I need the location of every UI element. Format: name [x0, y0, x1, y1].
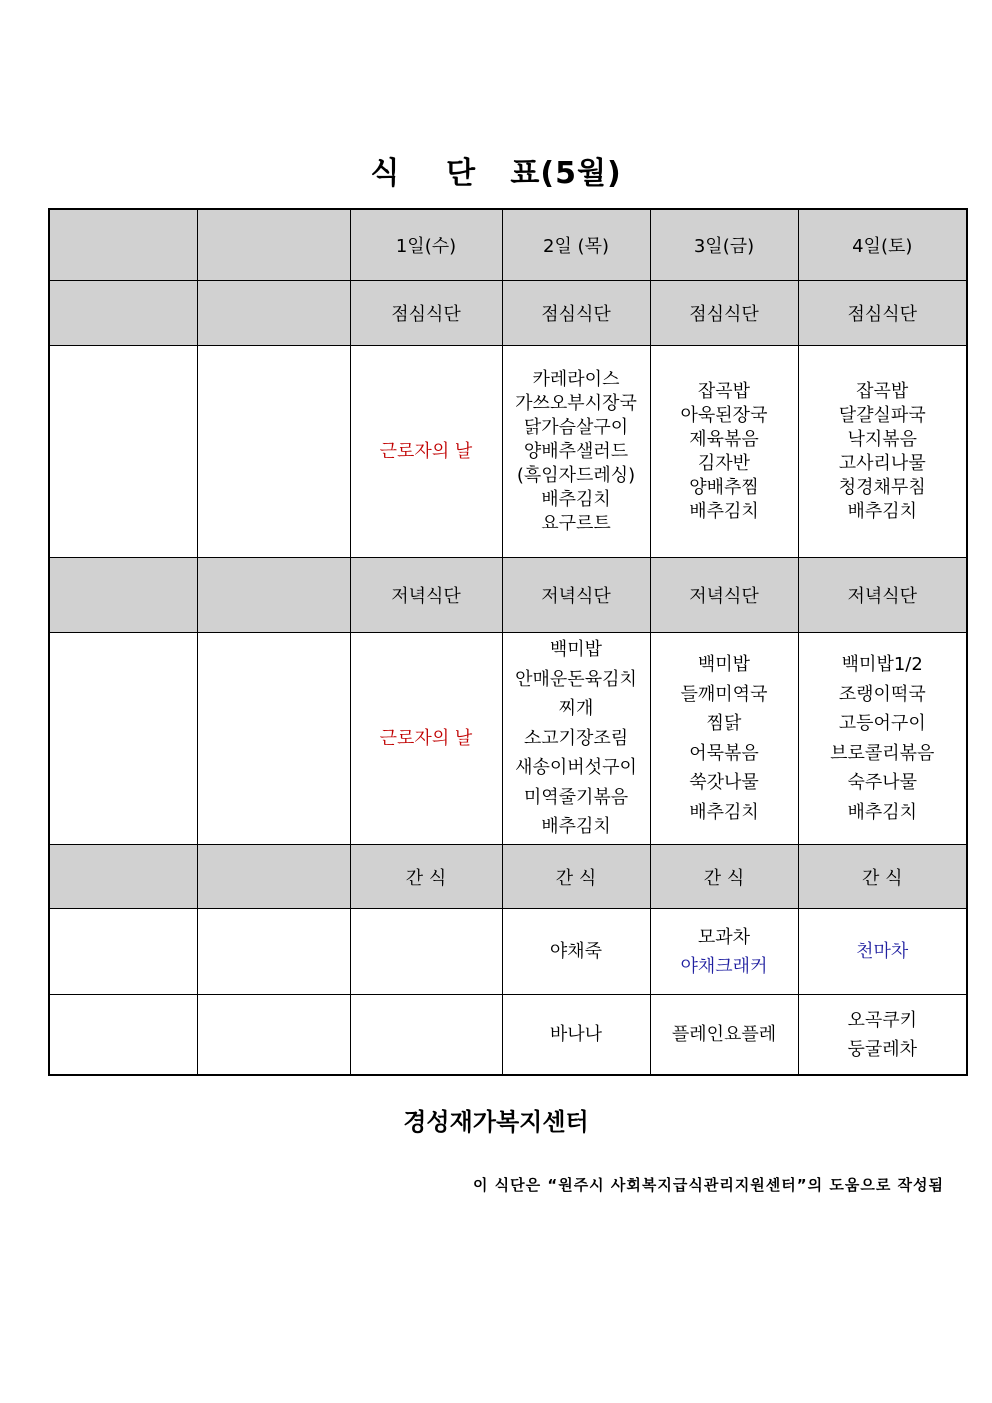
snack1-menu-4 [798, 909, 967, 995]
menu-item: 낙지볶음 [847, 428, 918, 450]
lunch-menu-1 [350, 346, 502, 558]
snack2-menu-3 [650, 995, 798, 1076]
menu-item: 백미밥1/2 [841, 654, 923, 675]
snack-row-2 [49, 995, 967, 1076]
blank-cell [49, 909, 197, 995]
menu-item: 고등어구이 [838, 713, 926, 734]
menu-item: 배추김치 [847, 500, 918, 522]
page-title: 식 단 표(5월) [370, 156, 622, 191]
menu-list [799, 650, 967, 827]
dinner-menu-1 [350, 633, 502, 845]
menu-item: 닭가슴살구이 [523, 416, 629, 438]
menu-item: 미역줄기볶음 [523, 786, 629, 808]
menu-item: 안매운돈육김치 [515, 668, 637, 690]
lunch-menu-2 [502, 346, 650, 558]
menu-item: 아욱된장국 [680, 404, 768, 426]
snack1-menu-3 [650, 909, 798, 995]
dinner-header-row [49, 558, 967, 633]
date-cell-4: 4일(토) [798, 209, 967, 281]
menu-item: 천마차 [856, 941, 909, 962]
date-header-row [49, 209, 967, 281]
menu-list [351, 440, 502, 464]
snack-label-4: 간 식 [798, 845, 967, 909]
footer-note: 이 식단은 “원주시 사회복지급식관리지원센터”의 도움으로 작성됨 [472, 1176, 944, 1194]
menu-item: 찌개 [558, 698, 594, 720]
dinner-label-1: 저녁식단 [350, 558, 502, 633]
dinner-menu-row [49, 633, 967, 845]
organization-name: 경성재가복지센터 [403, 1108, 589, 1136]
dinner-menu-3 [650, 633, 798, 845]
menu-item: 배추김치 [541, 488, 611, 510]
meal-plan-table [48, 208, 968, 1076]
menu-item: (흑임자드레싱) [516, 464, 636, 486]
snack-label-2: 간 식 [502, 845, 650, 909]
menu-item: 야채크래커 [680, 955, 768, 977]
blank-cell [49, 209, 197, 281]
snack-header-row [49, 845, 967, 909]
menu-item: 쑥갓나물 [689, 772, 759, 793]
blank-cell [49, 845, 197, 909]
menu-item: 요구르트 [541, 512, 611, 534]
blank-cell [197, 909, 350, 995]
menu-item: 야채죽 [549, 941, 603, 962]
dinner-label-3: 저녁식단 [650, 558, 798, 633]
menu-item: 김자반 [697, 452, 751, 474]
dinner-label-4: 저녁식단 [798, 558, 967, 633]
menu-list [503, 937, 650, 966]
menu-item: 배추김치 [541, 816, 611, 838]
menu-item: 근로자의 날 [379, 727, 473, 749]
menu-item: 새송이버섯구이 [515, 757, 637, 779]
menu-item: 가쓰오부시장국 [515, 392, 637, 414]
menu-item: 둥굴레차 [847, 1038, 918, 1060]
lunch-label-4: 점심식단 [798, 281, 967, 346]
blank-cell [49, 558, 197, 633]
menu-item: 양배추샐러드 [523, 440, 629, 462]
menu-list [651, 1020, 798, 1049]
snack-row-1 [49, 909, 967, 995]
menu-item: 백미밥 [697, 654, 751, 675]
menu-item: 어묵볶음 [689, 742, 759, 764]
menu-list [799, 937, 967, 966]
menu-item: 오곡쿠키 [847, 1009, 918, 1031]
menu-item: 청경채무침 [838, 476, 926, 498]
menu-item: 소고기장조림 [523, 727, 629, 749]
menu-list [651, 380, 798, 524]
blank-cell [197, 558, 350, 633]
menu-item: 근로자의 날 [379, 440, 473, 462]
blank-cell [197, 845, 350, 909]
menu-item: 달걀실파국 [838, 404, 926, 426]
blank-cell [197, 281, 350, 346]
menu-item: 찜닭 [706, 713, 742, 734]
date-cell-1: 1일(수) [350, 209, 502, 281]
dinner-menu-2 [502, 633, 650, 845]
blank-cell [49, 995, 197, 1076]
menu-item: 숙주나물 [847, 772, 918, 793]
blank-cell [197, 995, 350, 1076]
menu-item: 제육볶음 [689, 428, 759, 450]
snack2-menu-2 [502, 995, 650, 1076]
lunch-menu-row [49, 346, 967, 558]
menu-item: 바나나 [549, 1024, 603, 1045]
snack-label-3: 간 식 [650, 845, 798, 909]
menu-list [651, 923, 798, 981]
dinner-label-2: 저녁식단 [502, 558, 650, 633]
snack1-menu-1 [350, 909, 502, 995]
blank-cell [197, 209, 350, 281]
snack2-menu-1 [350, 995, 502, 1076]
menu-list [503, 368, 650, 536]
lunch-label-2: 점심식단 [502, 281, 650, 346]
snack-label-1: 간 식 [350, 845, 502, 909]
snack2-menu-4 [798, 995, 967, 1076]
blank-cell [49, 633, 197, 845]
menu-list [651, 650, 798, 827]
menu-item: 잡곡밥 [856, 380, 909, 402]
snack1-menu-2 [502, 909, 650, 995]
lunch-menu-3 [650, 346, 798, 558]
dinner-menu-4 [798, 633, 967, 845]
menu-item: 고사리나물 [838, 452, 926, 474]
menu-item: 잡곡밥 [697, 380, 751, 402]
menu-item: 카레라이스 [532, 368, 620, 390]
menu-item: 배추김치 [689, 801, 759, 823]
menu-item: 들깨미역국 [680, 683, 768, 705]
menu-list [503, 635, 650, 842]
menu-item: 배추김치 [689, 500, 759, 522]
blank-cell [197, 346, 350, 558]
menu-item: 모과차 [697, 926, 751, 948]
menu-item: 조랭이떡국 [838, 683, 926, 705]
blank-cell [197, 633, 350, 845]
blank-cell [49, 346, 197, 558]
blank-cell [49, 281, 197, 346]
menu-item: 브로콜리볶음 [830, 742, 935, 764]
menu-item: 배추김치 [847, 801, 918, 823]
menu-list [799, 380, 967, 524]
menu-item: 백미밥 [549, 639, 603, 661]
date-cell-3: 3일(금) [650, 209, 798, 281]
menu-item: 플레인요플레 [671, 1024, 777, 1045]
lunch-label-3: 점심식단 [650, 281, 798, 346]
menu-list [503, 1020, 650, 1049]
date-cell-2: 2일 (목) [502, 209, 650, 281]
menu-item: 양배추찜 [689, 476, 759, 498]
menu-list [799, 1006, 967, 1064]
lunch-label-1: 점심식단 [350, 281, 502, 346]
lunch-header-row [49, 281, 967, 346]
menu-list [351, 724, 502, 754]
lunch-menu-4 [798, 346, 967, 558]
